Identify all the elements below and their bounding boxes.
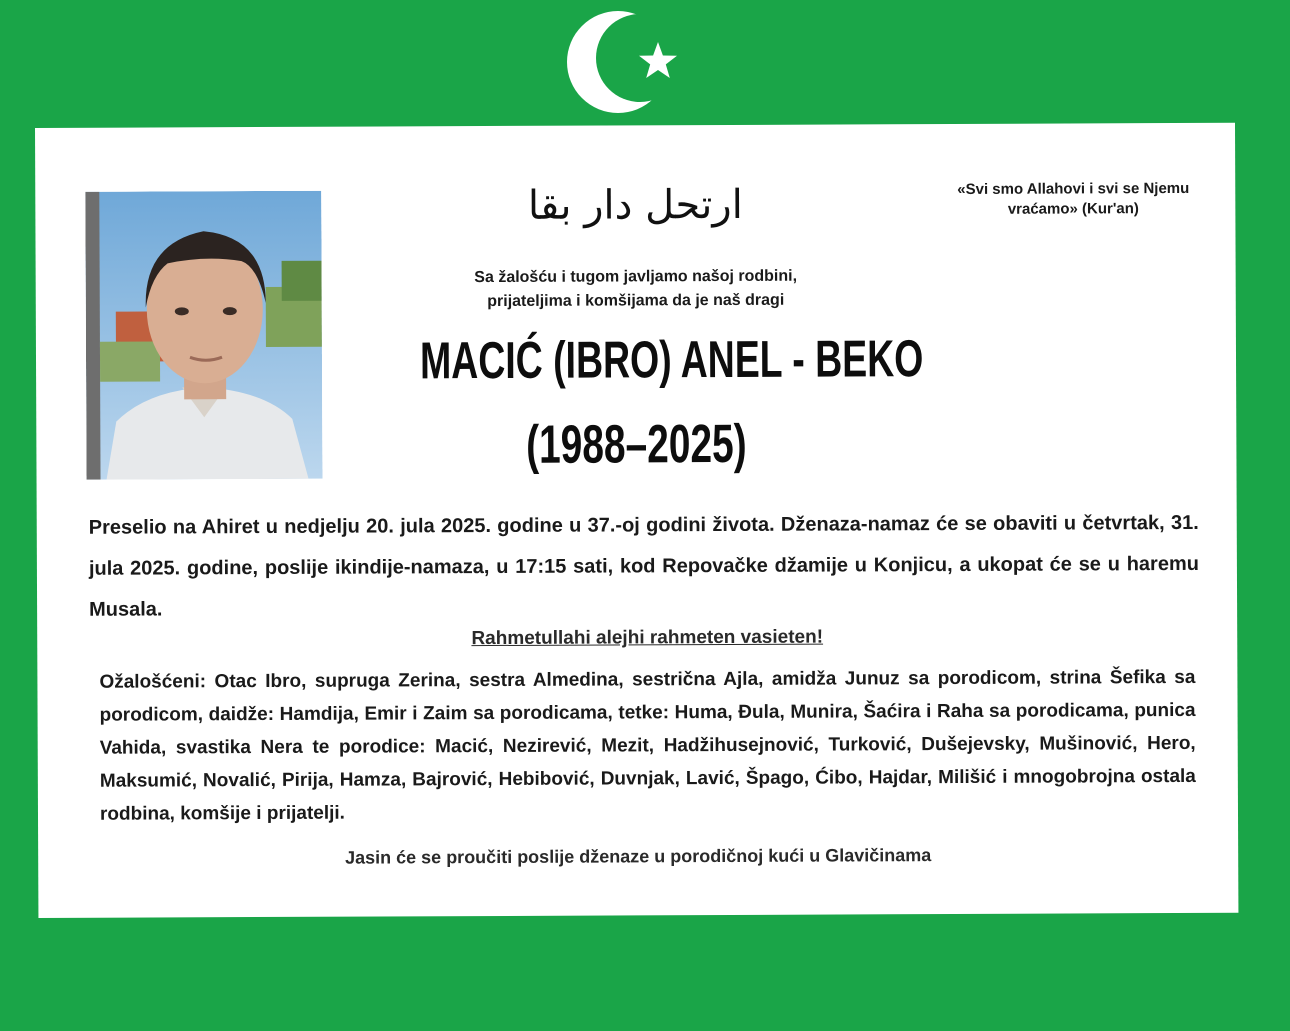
deceased-name: MACIĆ (IBRO) ANEL - BEKO (419, 330, 924, 391)
life-years: (1988–2025) (525, 413, 747, 475)
quran-quote: «Svi smo Allahovi i svi se Njemu vraćamo» (Kur'an) (957, 179, 1190, 218)
crescent-star-icon (560, 6, 690, 116)
rahmet-prayer: Rahmetullahi alejhi rahmeten vasieten! (471, 626, 824, 650)
mourners-list: Ožalošćeni: Otac Ibro, supruga Zerina, sestra Almedina, sestrična Ajla, amidža Junuz sa porodicom, strina Šefika sa porodicom, daidže: Hamdija, Emir i Zaim sa porodicama, tetke: Huma, Đula, Munira, Šaćira i Raha sa porodicama, punica Vahida, svastika Nera te porodice: Macić, Nezirević, Mezit, Hadžihusejnović, Turković, Dušejevsky, Mušinović, Hero, Maksumić, Novalić, Pirija, Hamza, Bajrović, Hebibović, Duvnjak, Lavić, Špago, Ćibo, Hajdar, Milišić i mnogobrojna ostala rodbina, komšije i prijatelji. (99, 666, 1196, 825)
arabic-heading: ارتحل دار بقا (527, 181, 743, 229)
jasin-note: Jasin će se proučiti poslije dženaze u porodičnoj kući u Glavičinama (345, 845, 932, 868)
funeral-details: Preselio na Ahiret u nedjelju 20. jula 2025. godine u 37.-oj godini života. Dženaza-namaz će se obaviti u četvrtak, 31. jula 2025. godine, poslije ikindije-namaza, u 17:15 sati, kod Repovačke džamije u Konjicu, a ukopat će se u haremu Musala. (88, 511, 1199, 621)
intro-text (426, 264, 846, 314)
intro-line: prijateljima i komšijama da je naš dragi (487, 291, 785, 311)
portrait-photo (85, 191, 322, 480)
intro-line: Sa žalošću i tugom javljamo našoj rodbini, (474, 267, 798, 287)
obituary-card (35, 123, 1238, 918)
